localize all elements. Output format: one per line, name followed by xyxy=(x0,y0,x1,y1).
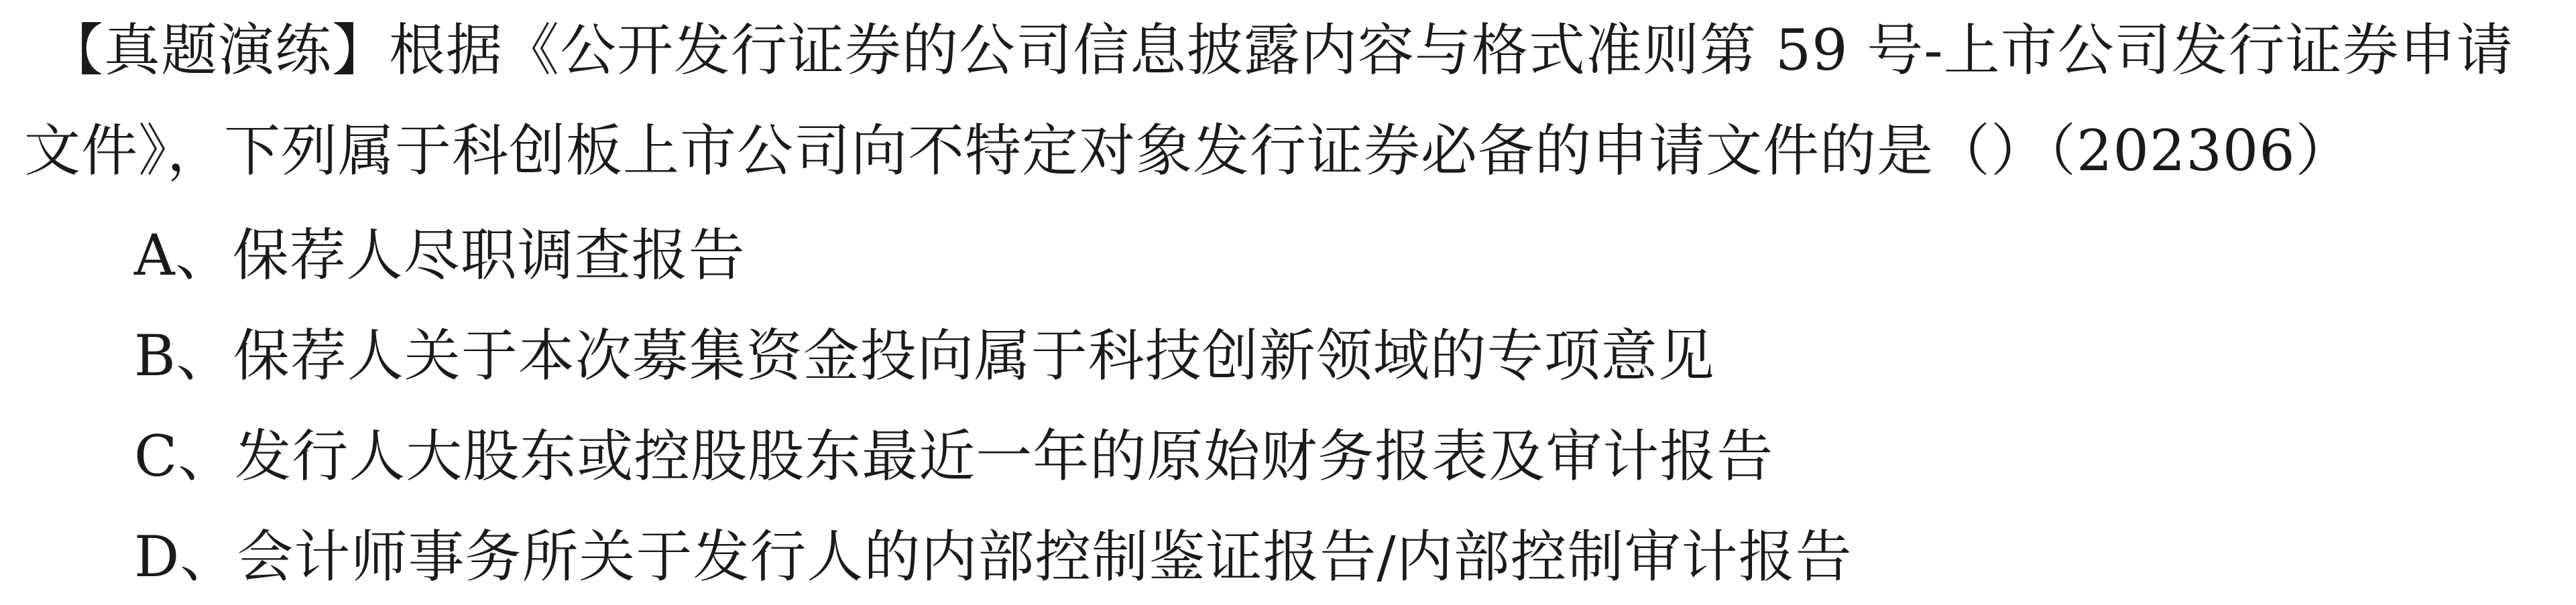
option-a-text: 保荐人尽职调查报告 xyxy=(232,222,746,288)
option-c-letter: C、 xyxy=(134,423,235,489)
option-a xyxy=(134,218,746,292)
option-a-letter: A、 xyxy=(134,222,233,288)
option-b-text: 保荐人关于本次募集资金投向属于科技创新领域的专项意见 xyxy=(233,323,1715,389)
option-d xyxy=(134,520,1853,594)
question-stem-line-2: 文件》，下列属于科创板上市公司向不特定对象发行证券必备的申请文件的是（）（202306） xyxy=(24,118,2353,184)
question-stem-line-1: 【真题演练】根据《公开发行证券的公司信息披露内容与格式准则第 59 号-上市公司发行证券申请 xyxy=(47,17,2514,83)
option-b xyxy=(134,319,1715,393)
option-c xyxy=(134,419,1773,493)
option-c-text: 发行人大股东或控股股东最近一年的原始财务报表及审计报告 xyxy=(235,423,1774,489)
option-b-letter: B、 xyxy=(134,323,233,389)
option-d-text: 会计师事务所关于发行人的内部控制鉴证报告/内部控制审计报告 xyxy=(237,524,1853,590)
option-d-letter: D、 xyxy=(134,524,237,590)
